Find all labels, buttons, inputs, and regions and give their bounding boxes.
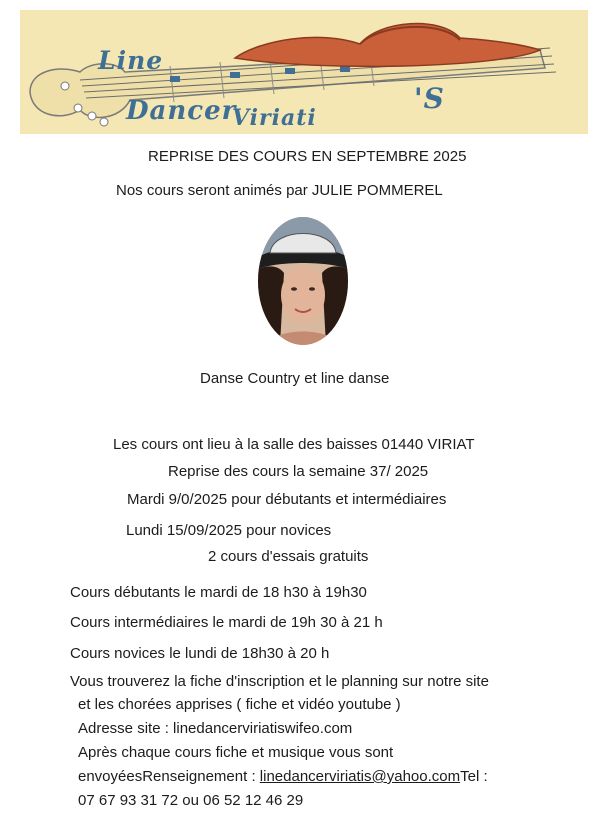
logo-banner (20, 10, 588, 134)
intermediate-schedule: Cours intermédiaires le mardi de 19h 30 à 21 h (70, 614, 383, 631)
monday-start-line: Lundi 15/09/2025 pour novices (126, 522, 332, 539)
info-line-3: Adresse site : linedancerviriatiswifeo.com (78, 720, 353, 737)
contact-prefix: envoyéesRenseignement : (78, 768, 260, 785)
phone-numbers: 07 67 93 31 72 ou 06 52 12 46 29 (78, 792, 304, 809)
tuesday-start-line: Mardi 9/0/2025 pour débutants et intermédiaires (127, 491, 447, 508)
trial-line: 2 cours d'essais gratuits (208, 548, 369, 565)
logo-word-s: 'S (414, 82, 445, 115)
email-link[interactable]: linedancerviriatis@yahoo.com (259, 768, 461, 785)
dance-type: Danse Country et line danse (200, 370, 390, 387)
instructor-line: Nos cours seront animés par JULIE POMMEREL (116, 182, 443, 199)
instructor-portrait (258, 217, 348, 345)
info-line-1: Vous trouverez la fiche d'inscription et le planning sur notre site (70, 673, 489, 690)
reprise-heading: REPRISE DES COURS EN SEPTEMBRE 2025 (148, 148, 467, 165)
venue-line: Les cours ont lieu à la salle des baisses 01440 VIRIAT (113, 436, 475, 453)
info-line-4: Après chaque cours fiche et musique vous sont (78, 744, 394, 761)
info-line-5 (78, 768, 488, 786)
logo-word-viriati: Viriati (232, 105, 317, 131)
beginners-schedule: Cours débutants le mardi de 18 h30 à 19h30 (70, 584, 367, 601)
logo-word-dancer: Dancer (126, 96, 237, 126)
logo-word-line: Line (98, 46, 164, 75)
info-line-2: et les chorées apprises ( fiche et vidéo youtube ) (78, 696, 401, 713)
novices-schedule: Cours novices le lundi de 18h30 à 20 h (70, 645, 330, 662)
tel-label: Tel : (460, 768, 488, 785)
portrait-image (258, 217, 348, 345)
week-line: Reprise des cours la semaine 37/ 2025 (168, 463, 429, 480)
